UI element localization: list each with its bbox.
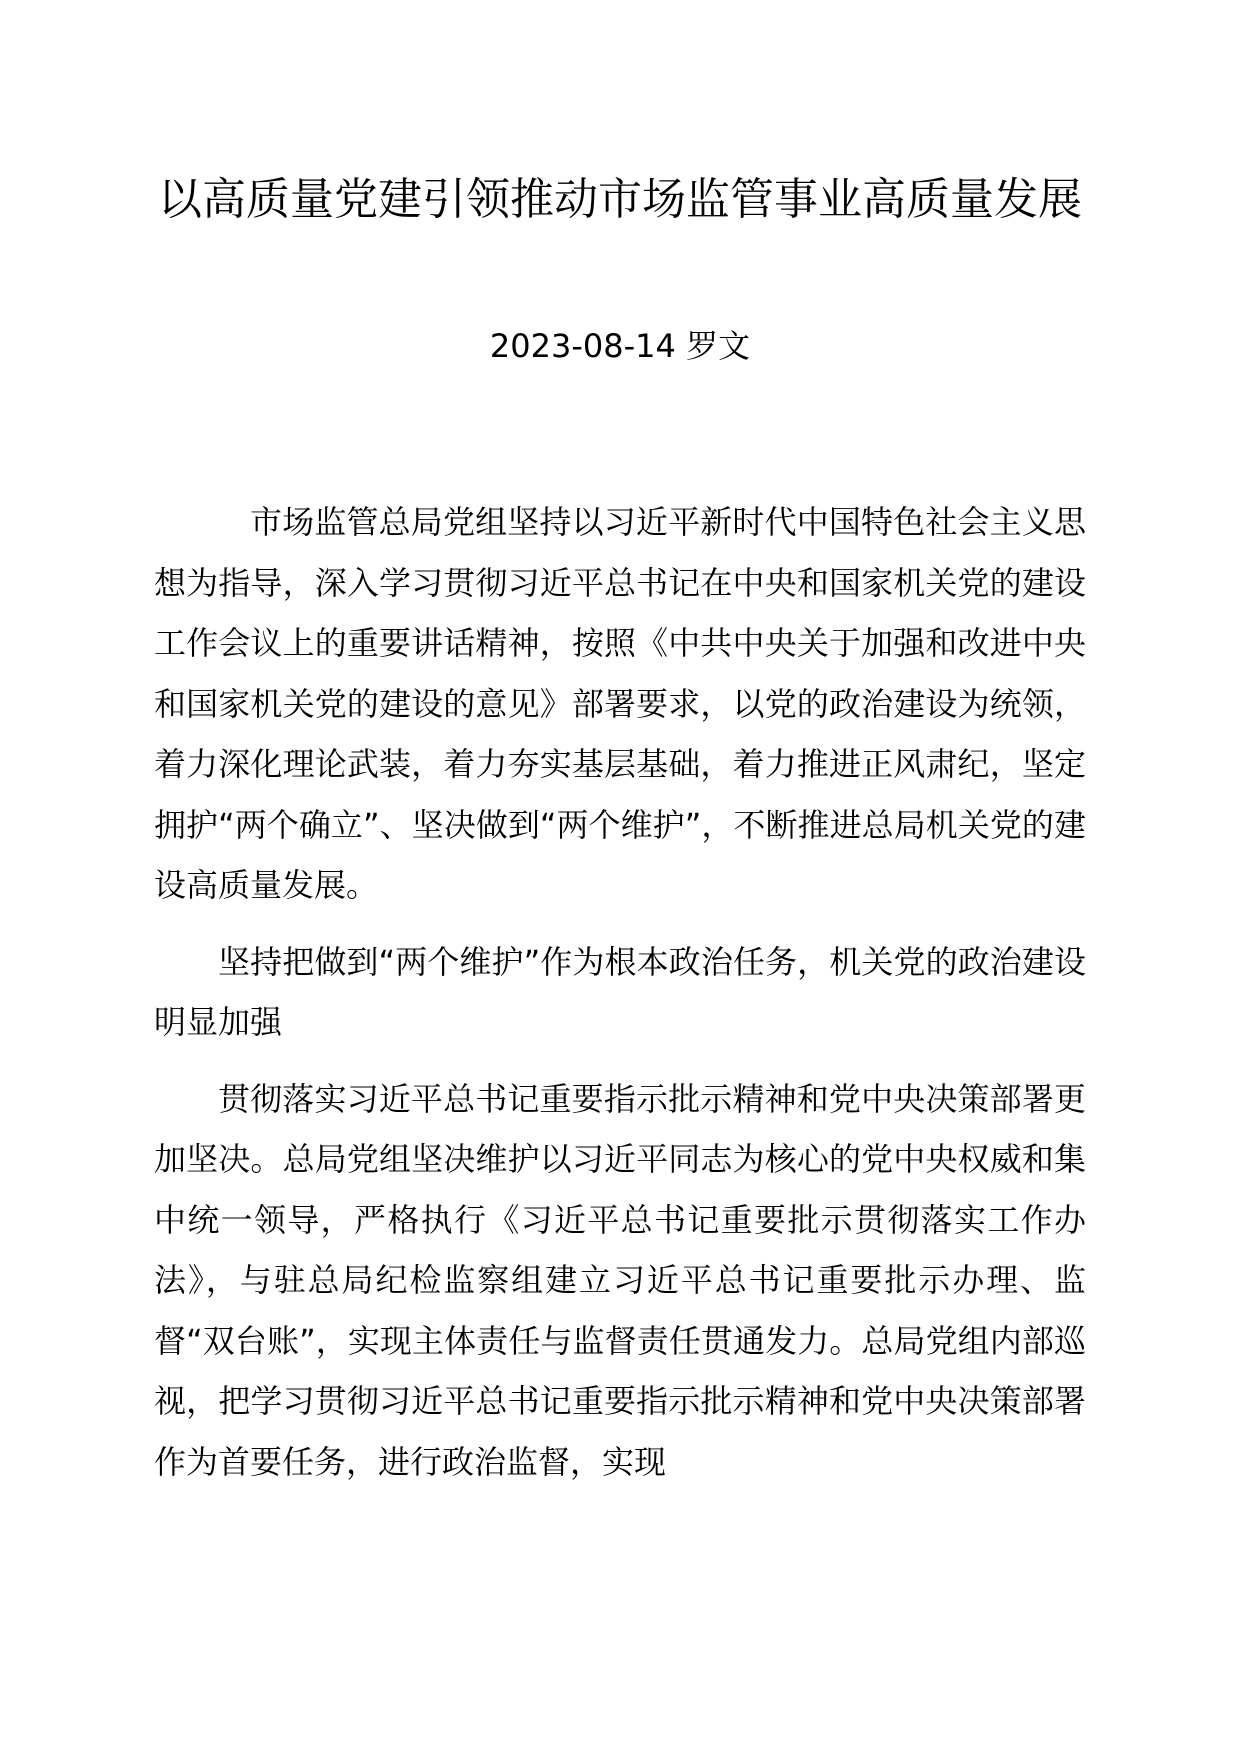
- section-heading: 坚持把做到“两个维护”作为根本政治任务，机关党的政治建设明显加强: [154, 942, 1086, 1041]
- document-body: [154, 492, 1086, 1492]
- document-title: 以高质量党建引领推动市场监管事业高质量发展: [158, 174, 1082, 225]
- document-date-author: 2023-08-14 罗文: [489, 327, 751, 365]
- paragraph-intro: 市场监管总局党组坚持以习近平新时代中国特色社会主义思想为指导，深入学习贯彻习近平总书记在中央和国家机关党的建设工作会议上的重要讲话精神，按照《中共中央关于加强和改进中央和国家机关党的建设的意见》部署要求，以党的政治建设为统领，着力深化理论武装，着力夯实基层基础，着力推进正风肃纪，坚定拥护“两个确立”、坚决做到“两个维护”，不断推进总局机关党的建设高质量发展。: [154, 503, 1086, 904]
- paragraph-section-body: 贯彻落实习近平总书记重要指示批示精神和党中央决策部署更加坚决。总局党组坚决维护以习近平同志为核心的党中央权威和集中统一领导，严格执行《习近平总书记重要批示贯彻落实工作办法》，与驻总局纪检监察组建立习近平总书记重要批示办理、监督“双台账”，实现主体责任与监督责任贯通发力。总局党组内部巡视，把学习贯彻习近平总书记重要指示批示精神和党中央决策部署作为首要任务，进行政治监督，实现: [154, 1079, 1086, 1481]
